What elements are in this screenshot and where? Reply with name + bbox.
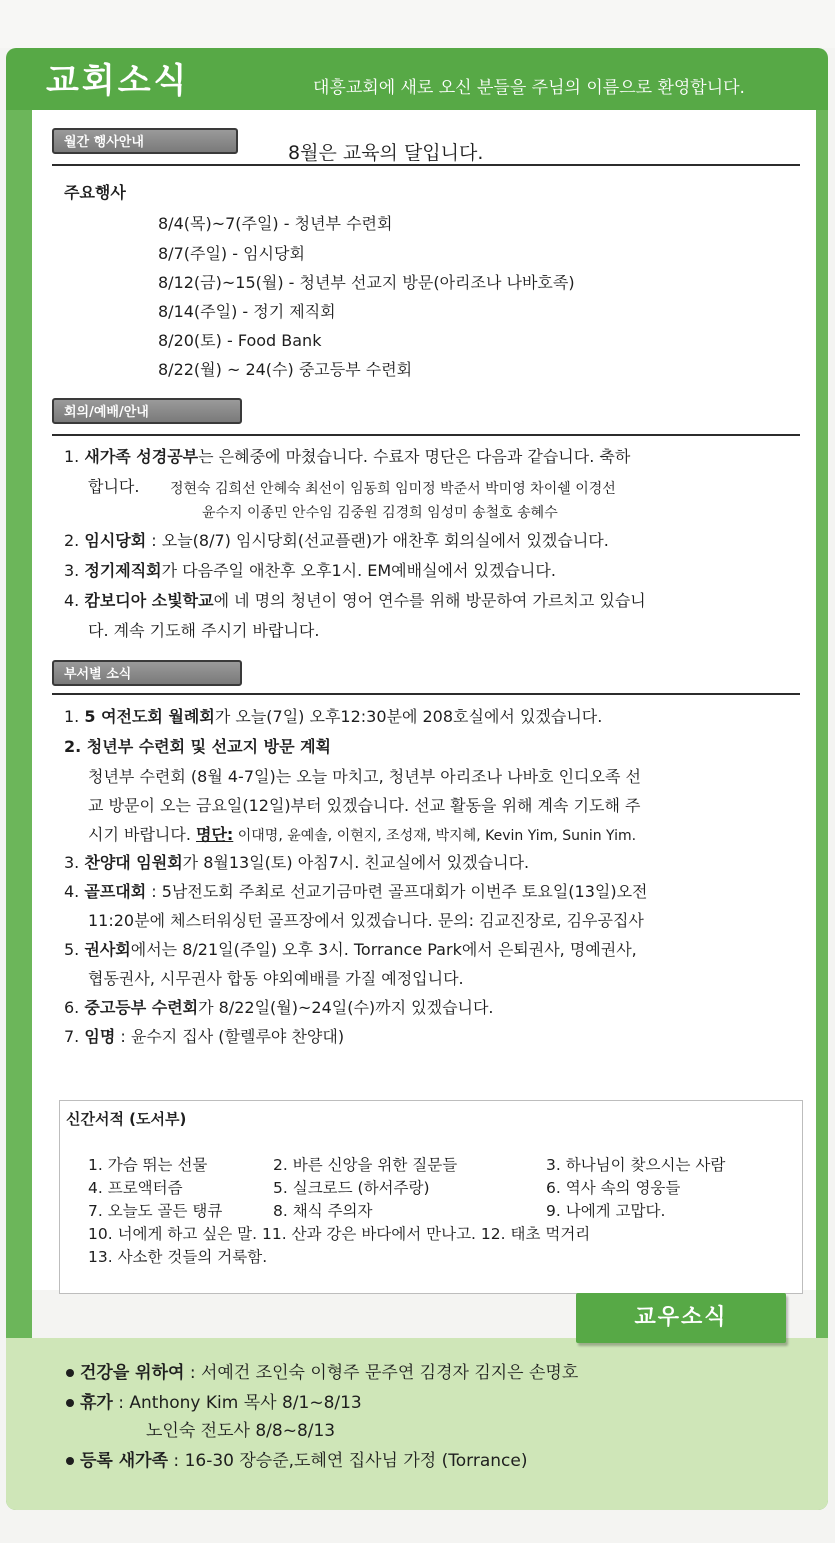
right-green-border: [816, 110, 828, 1510]
book-item: 3. 하나님이 찾으시는 사람: [546, 1156, 726, 1174]
book-item: 8. 채식 주의자: [273, 1202, 373, 1220]
section-divider: [52, 164, 800, 166]
meeting-item-3: 3. 정기제직회가 다음주일 애찬후 오후1시. EM예배실에서 있겠습니다.: [64, 561, 556, 580]
meeting-item-2: 2. 임시당회 : 오늘(8/7) 임시당회(선교플랜)가 애찬후 회의실에서 있겠습니다.: [64, 531, 609, 550]
book-item: 10. 너에게 하고 싶은 말. 11. 산과 강은 바다에서 만나고. 12. 태초 먹거리: [88, 1225, 591, 1243]
dept-item-3: 3. 찬양대 임원회가 8월13일(토) 아침7시. 친교실에서 있겠습니다.: [64, 853, 530, 872]
new-books-title: 신간서적 (도서부): [66, 1110, 187, 1128]
meeting-tab: 회의/예배/안내: [52, 398, 242, 424]
dept-item-2-line: 시기 바랍니다. 명단: 이대명, 윤예솔, 이현지, 조성재, 박지혜, Kevin Yim, Sunin Yim.: [88, 825, 637, 844]
members-news-tab: 교우소식: [576, 1293, 786, 1343]
dept-item-4: 4. 골프대회 : 5남전도회 주최로 선교기금마련 골프대회가 이번주 토요일(13일)오전: [64, 882, 648, 901]
meeting-item-1-cont: 합니다.: [88, 477, 140, 496]
book-item: 4. 프로액터즘: [88, 1179, 183, 1197]
health-prayer-line: 건강을 위하여 : 서예건 조인숙 이형주 문주연 김경자 김지은 손명호: [66, 1362, 578, 1384]
dept-item-4-cont: 11:20분에 체스터워싱턴 골프장에서 있겠습니다. 문의: 김교진장로, 김우공집사: [88, 911, 644, 930]
book-item: 1. 가슴 뛰는 선물: [88, 1156, 208, 1174]
department-news-tab: 부서별 소식: [52, 660, 242, 686]
bullet-icon: [66, 1369, 74, 1377]
graduates-names: 정현숙 김희선 안혜숙 최선이 임동희 임미정 박준서 박미영 차이쉘 이경선: [170, 481, 616, 497]
book-item: 13. 사소한 것들의 거룩함.: [88, 1248, 268, 1266]
event-item: 8/20(토) - Food Bank: [158, 331, 322, 350]
dept-item-2-line: 교 방문이 오는 금요일(12일)부터 있겠습니다. 선교 활동을 위해 계속 기도해 주: [88, 796, 641, 815]
event-item: 8/12(금)~15(월) - 청년부 선교지 방문(아리조나 나바호족): [158, 273, 575, 292]
page-title: 교회소식: [46, 61, 190, 101]
dept-item-7: 7. 임명 : 윤수지 집사 (할렐루야 찬양대): [64, 1027, 345, 1046]
page-top-margin: [0, 0, 835, 48]
book-item: 7. 오늘도 골든 탱큐: [88, 1202, 223, 1220]
vacation-line: 휴가 : Anthony Kim 목사 8/1~8/13: [66, 1392, 362, 1414]
dept-item-2: 2. 청년부 수련회 및 선교지 방문 계획: [64, 737, 332, 756]
section-divider: [52, 693, 800, 695]
book-item: 5. 실크로드 (하서주랑): [273, 1179, 430, 1197]
dept-item-5: 5. 권사회에서는 8/21일(주일) 오후 3시. Torrance Park에서 은퇴권사, 명예권사,: [64, 940, 637, 959]
monthly-events-tab: 월간 행사안내: [52, 128, 238, 154]
dept-item-2-line: 청년부 수련회 (8월 4-7일)는 오늘 마치고, 청년부 아리조나 나바호 인디오족 선: [88, 767, 641, 786]
graduates-names: 윤수지 이종민 안수임 김중원 김경희 임성미 송철호 송혜수: [202, 505, 558, 521]
new-family-line: 등록 새가족 : 16-30 장승준,도혜연 집사님 가정 (Torrance): [66, 1450, 527, 1472]
bullet-icon: [66, 1457, 74, 1465]
event-item: 8/7(주일) - 임시당회: [158, 244, 305, 263]
book-item: 2. 바른 신앙을 위한 질문들: [273, 1156, 458, 1174]
dept-item-1: 1. 5 여전도회 월례회가 오늘(7일) 오후12:30분에 208호실에서 있겠습니다.: [64, 707, 603, 726]
new-books-box: [59, 1100, 803, 1294]
event-item: 8/14(주일) - 정기 제직회: [158, 302, 336, 321]
meeting-item-4-cont: 다. 계속 기도해 주시기 바랍니다.: [88, 621, 320, 640]
events-label: 주요행사: [64, 183, 126, 202]
monthly-headline: 8월은 교육의 달입니다.: [288, 142, 484, 164]
event-item: 8/22(월) ~ 24(수) 중고등부 수련회: [158, 360, 413, 379]
book-item: 9. 나에게 고맙다.: [546, 1202, 666, 1220]
bullet-icon: [66, 1399, 74, 1407]
book-item: 6. 역사 속의 영웅들: [546, 1179, 681, 1197]
event-item: 8/4(목)~7(주일) - 청년부 수련회: [158, 214, 393, 233]
section-divider: [52, 434, 800, 436]
meeting-item-4: 4. 캄보디아 소빛학교에 네 명의 청년이 영어 연수를 위해 방문하여 가르치고 있습니: [64, 591, 646, 610]
left-green-border: [6, 110, 32, 1510]
vacation-line-2: 노인숙 전도사 8/8~8/13: [146, 1421, 336, 1441]
dept-item-6: 6. 중고등부 수련회가 8/22일(월)~24일(수)까지 있겠습니다.: [64, 998, 494, 1017]
meeting-item-1: 1. 새가족 성경공부는 은혜중에 마쳤습니다. 수료자 명단은 다음과 같습니다. 축하: [64, 447, 631, 466]
welcome-subtitle: 대흥교회에 새로 오신 분들을 주님의 이름으로 환영합니다.: [313, 78, 745, 98]
dept-item-5-cont: 협동권사, 시무권사 합동 야외예배를 가질 예정입니다.: [88, 969, 464, 988]
